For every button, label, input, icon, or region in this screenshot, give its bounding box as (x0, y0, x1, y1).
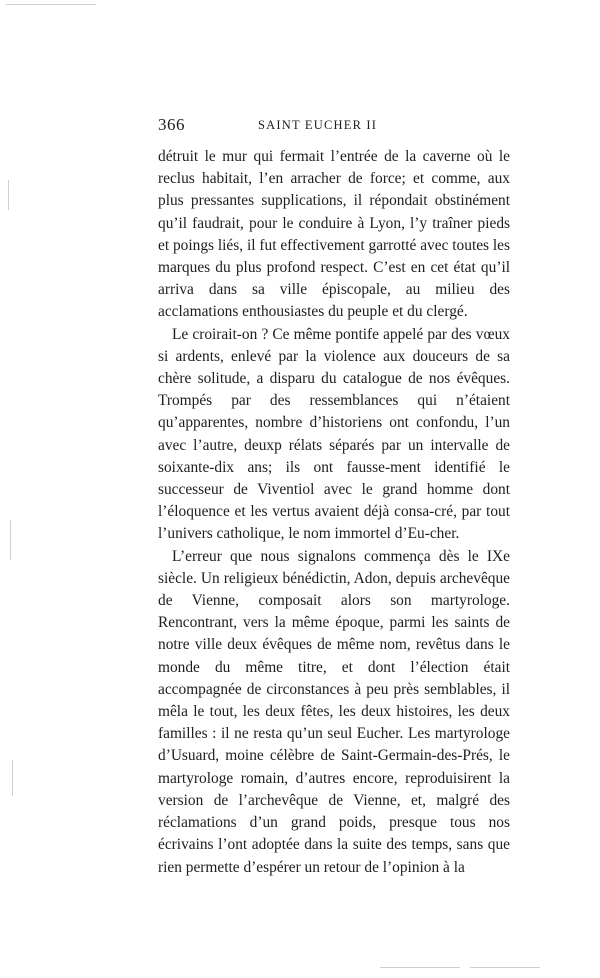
paragraph-l-erreur: L’erreur que nous signalons commença dès le IXe siècle. Un religieux bénédictin, Adon, depuis archevêque de Vienne, composait alors son martyrologe. Rencontrant, vers la même époque, parmi les saints de notre ville deux évêques de même nom, revêtus dans le monde du même titre, et dont l’élection était accompagnée de circonstances à peu près semblables, il mêla le tout, les deux fêtes, les deux histoires, les deux familles : il ne resta qu’un seul Eucher. Les martyrologe d’Usuard, moine célèbre de Saint-Germain-des-Prés, le martyrologe romain, d’autres encore, reproduisirent la version de l’archevêque de Vienne, et, malgré des réclamations d’un grand poids, presque tous nos écrivains l’ont adoptée dans la suite des temps, sans que rien permette d’espérer un retour de l’opinion à la (158, 547, 510, 876)
scan-speck (380, 967, 460, 968)
scan-speck (12, 760, 13, 796)
scan-speck (8, 180, 9, 210)
scan-speck (10, 520, 11, 560)
page-header (158, 115, 510, 139)
running-title: SAINT EUCHER II (258, 118, 378, 132)
body-text (158, 146, 510, 879)
scan-speck (6, 4, 96, 5)
paragraph-le-croirait-on: Le croirait-on ? Ce même pontife appelé par des vœux si ardents, enlevé par la violence aux douceurs de sa chère solitude, a disparu du catalogue de nos évêques. Trompés par des ressemblances qui n’étaient qu’apparentes, nombre d’historiens ont confondu, l’un avec l’autre, deuxp rélats séparés par un intervalle de soixante-dix ans; ils ont fausse-ment identifié le successeur de Viventiol avec le grand homme dont l’éloquence et les vertus avaient déjà consa-cré, par tout l’univers catholique, le nom immortel d’Eu-cher. (158, 325, 510, 543)
paragraph-continuation: détruit le mur qui fermait l’entrée de la caverne où le reclus habitait, l’en arracher de force; et comme, aux plus pressantes supplications, il répondait obstinément qu’il faudrait, pour le conduire à Lyon, l’y traîner pieds et poings liés, il fut effectivement garrotté avec toutes les marques du plus profond respect. C’est en cet état qu’il arriva dans sa ville épiscopale, au milieu des acclamations enthousiastes du peuple et du clergé. (158, 148, 510, 321)
scan-speck (470, 967, 540, 968)
page-number: 366 (158, 115, 185, 134)
